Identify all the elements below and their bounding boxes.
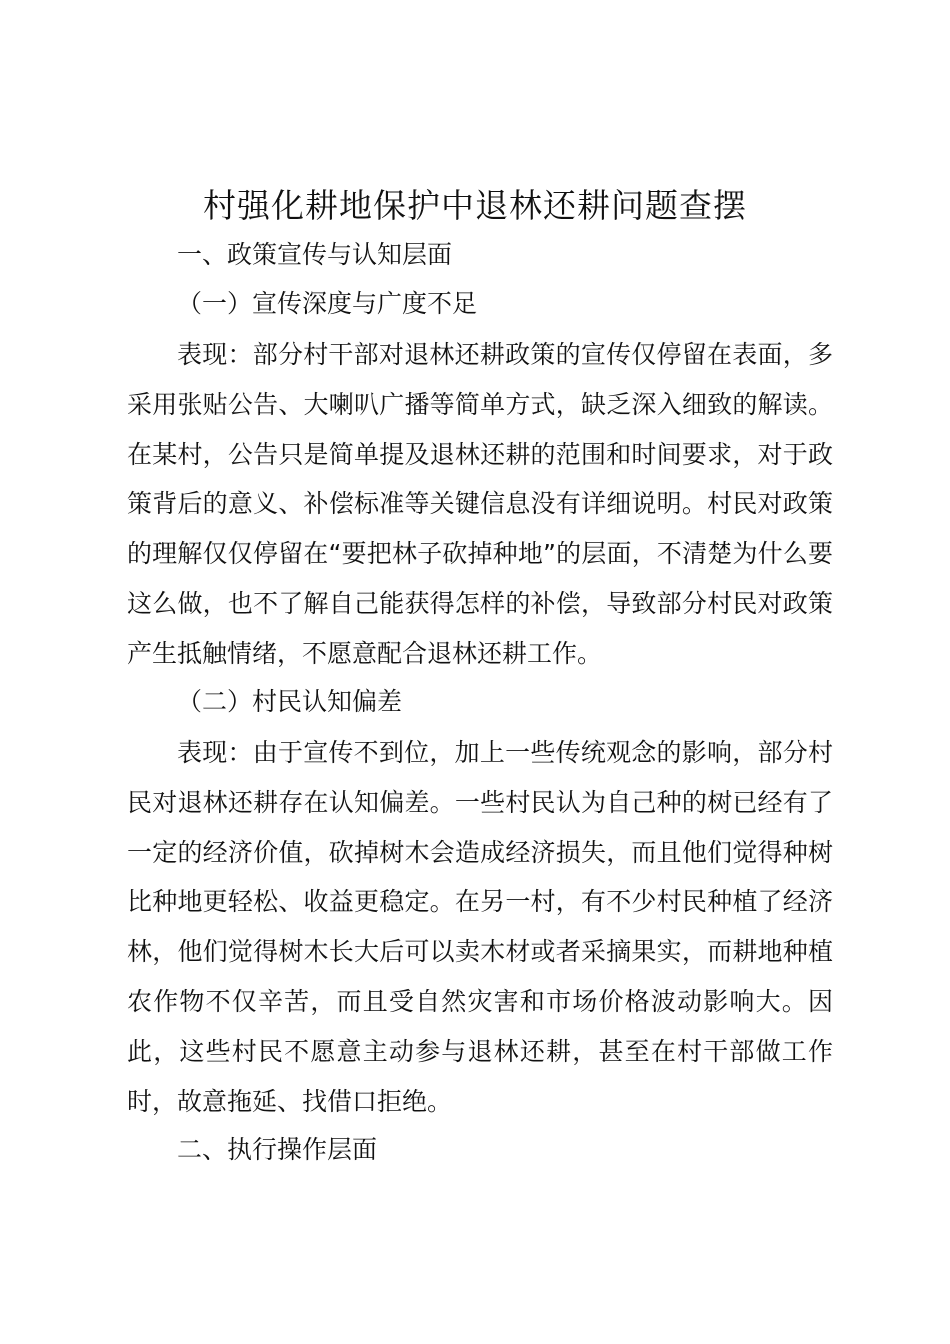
paragraph-2: 表现：由于宣传不到位，加上一些传统观念的影响，部分村民对退林还耕存在认知偏差。一些村民认为自己种的树已经有了一定的经济价值，砍掉树木会造成经济损失，而且他们觉得种树比种地更轻松、收益更稳定。在另一村，有不少村民种植了经济林，他们觉得树木长大后可以卖木材或者采摘果实，而耕地种植农作物不仅辛苦，而且受自然灾害和市场价格波动影响大。因此，这些村民不愿意主动参与退林还耕，甚至在村干部做工作时，故意拖延、找借口拒绝。 [127,738,833,1116]
document-title: 村强化耕地保护中退林还耕问题查摆 [203,186,747,225]
section-heading-1: 一、政策宣传与认知层面 [177,240,453,269]
section-heading-2: 二、执行操作层面 [177,1135,378,1164]
subsection-heading-1: （一）宣传深度与广度不足 [177,289,478,318]
subsection-heading-2: （二）村民认知偏差 [177,687,403,716]
paragraph-1: 表现：部分村干部对退林还耕政策的宣传仅停留在表面，多采用张贴公告、大喇叭广播等简单方式，缺乏深入细致的解读。在某村，公告只是简单提及退林还耕的范围和时间要求，对于政策背后的意义、补偿标准等关键信息没有详细说明。村民对政策的理解仅仅停留在“要把林子砍掉种地”的层面，不清楚为什么要这么做，也不了解自己能获得怎样的补偿，导致部分村民对政策产生抵触情绪，不愿意配合退林还耕工作。 [127,340,833,668]
